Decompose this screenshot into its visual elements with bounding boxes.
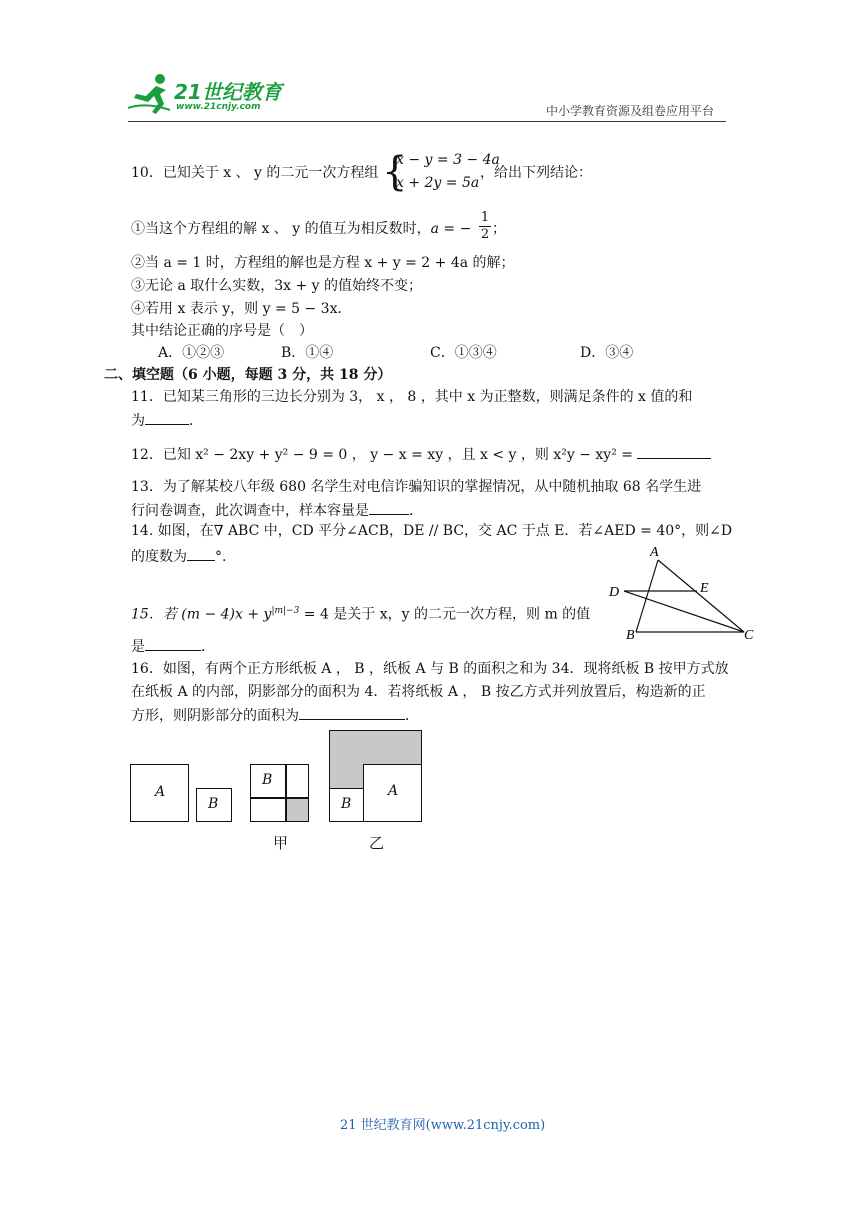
q13-line2: 行问卷调查，此次调查中，样本容量是 ． <box>131 500 423 520</box>
q11-line2: 为 ． <box>131 410 203 430</box>
q16-line1: 16．如图，有两个正方形纸板 A ， B ，纸板 A 与 B 的面积之和为 34．现将纸板 B 按甲方式放 <box>131 661 729 677</box>
runner-logo-icon <box>126 72 176 116</box>
label-c: C <box>744 628 754 642</box>
q10-eq1: x − y = 3 − 4a <box>396 152 500 168</box>
q10-choice-a: A．①②③ <box>158 345 225 361</box>
q10-s1-end: ； <box>492 221 506 237</box>
q10-statement-3: ③无论 a 取什么实数，3x + y 的值始终不变； <box>131 278 423 294</box>
q10-intro: 10．已知关于 x 、 y 的二元一次方程组 <box>131 165 379 181</box>
q15-line2: 是 ． <box>131 636 215 656</box>
q10-choice-d: D．③④ <box>580 345 634 361</box>
yi-a-label: A <box>388 783 399 799</box>
q10-after: ，给出下列结论： <box>480 165 592 181</box>
logo-brand: 21世纪教育 <box>174 80 282 104</box>
q12-text: 12．已知 x² − 2xy + y² − 9 = 0 ， y − x = xy ，且 x < y ，则 x²y − xy² = <box>131 444 711 464</box>
jia-shaded-region <box>285 798 308 821</box>
q10-statement-1: ①当这个方程组的解 x 、 y 的值互为相反数时，a = − <box>131 221 472 237</box>
square-a-label: A <box>155 784 166 800</box>
jia-b-label: B <box>262 772 273 788</box>
triangle-figure <box>606 542 766 642</box>
label-d: D <box>609 585 620 600</box>
q16-answer-blank[interactable] <box>299 705 405 720</box>
jia-vline <box>285 764 287 822</box>
logo-url: www.21cnjy.com <box>176 102 261 112</box>
q13-line1: 13．为了解某校八年级 680 名学生对电信诈骗知识的掌握情况，从中随机抽取 68 名学生进 <box>131 479 702 495</box>
q10-system-brace: { <box>382 149 408 195</box>
header-tagline: 中小学教育资源及组卷应用平台 <box>546 104 715 118</box>
q11-line1: 11．已知某三角形的三边长分别为 3， x ， 8 ，其中 x 为正整数，则满足条件的 x 值的和 <box>131 389 693 405</box>
label-a: A <box>650 545 659 560</box>
q13-answer-blank[interactable] <box>369 500 409 515</box>
header-divider <box>128 121 726 122</box>
section-2-heading: 二、填空题（6 小题，每题 3 分，共 18 分） <box>104 367 392 383</box>
q12-answer-blank[interactable] <box>637 444 711 459</box>
q16-line2: 在纸板 A 的内部，阴影部分的面积为 4．若将纸板 A ， B 按乙方式并列放置后，构造新的正 <box>131 684 706 700</box>
label-e: E <box>700 581 709 596</box>
q14-answer-blank[interactable] <box>187 546 215 561</box>
q14-line2: 的度数为 °. <box>131 546 226 566</box>
q14-line1: 14. 如图，在∇ ABC 中，CD 平分∠ACB，DE // BC，交 AC 于点 E．若∠AED = 40°，则∠D <box>131 523 733 539</box>
yi-caption: 乙 <box>369 834 385 852</box>
q10-choice-c: C．①③④ <box>430 345 497 361</box>
q10-question: 其中结论正确的序号是（ ） <box>131 323 313 339</box>
jia-caption: 甲 <box>273 834 289 852</box>
q10-statement-4: ④若用 x 表示 y，则 y = 5 − 3x． <box>131 301 352 317</box>
q16-line3: 方形，则阴影部分的面积为 ． <box>131 705 419 725</box>
q11-answer-blank[interactable] <box>145 410 189 425</box>
header-logo <box>126 70 296 120</box>
jia-hline <box>250 797 309 799</box>
q10-statement-2: ②当 a = 1 时，方程组的解也是方程 x + y = 2 + 4a 的解； <box>131 255 515 271</box>
square-b-label: B <box>208 796 219 812</box>
yi-b-label: B <box>341 796 352 812</box>
label-b: B <box>626 628 635 642</box>
q10-choice-b: B．①④ <box>281 345 334 361</box>
footer-text[interactable]: 21 世纪教育网(www.21cnjy.com) <box>340 1118 546 1133</box>
q10-eq2: x + 2y = 5a <box>396 175 480 191</box>
q15-line1: 15．若 $(m - 4)x + y^{|m|-3} = 4$ 是关于 x，y 的二元一次方程，则 m 的值 <box>131 606 591 623</box>
q15-answer-blank[interactable] <box>145 636 201 651</box>
q10-fraction: 1 2 <box>480 210 490 242</box>
